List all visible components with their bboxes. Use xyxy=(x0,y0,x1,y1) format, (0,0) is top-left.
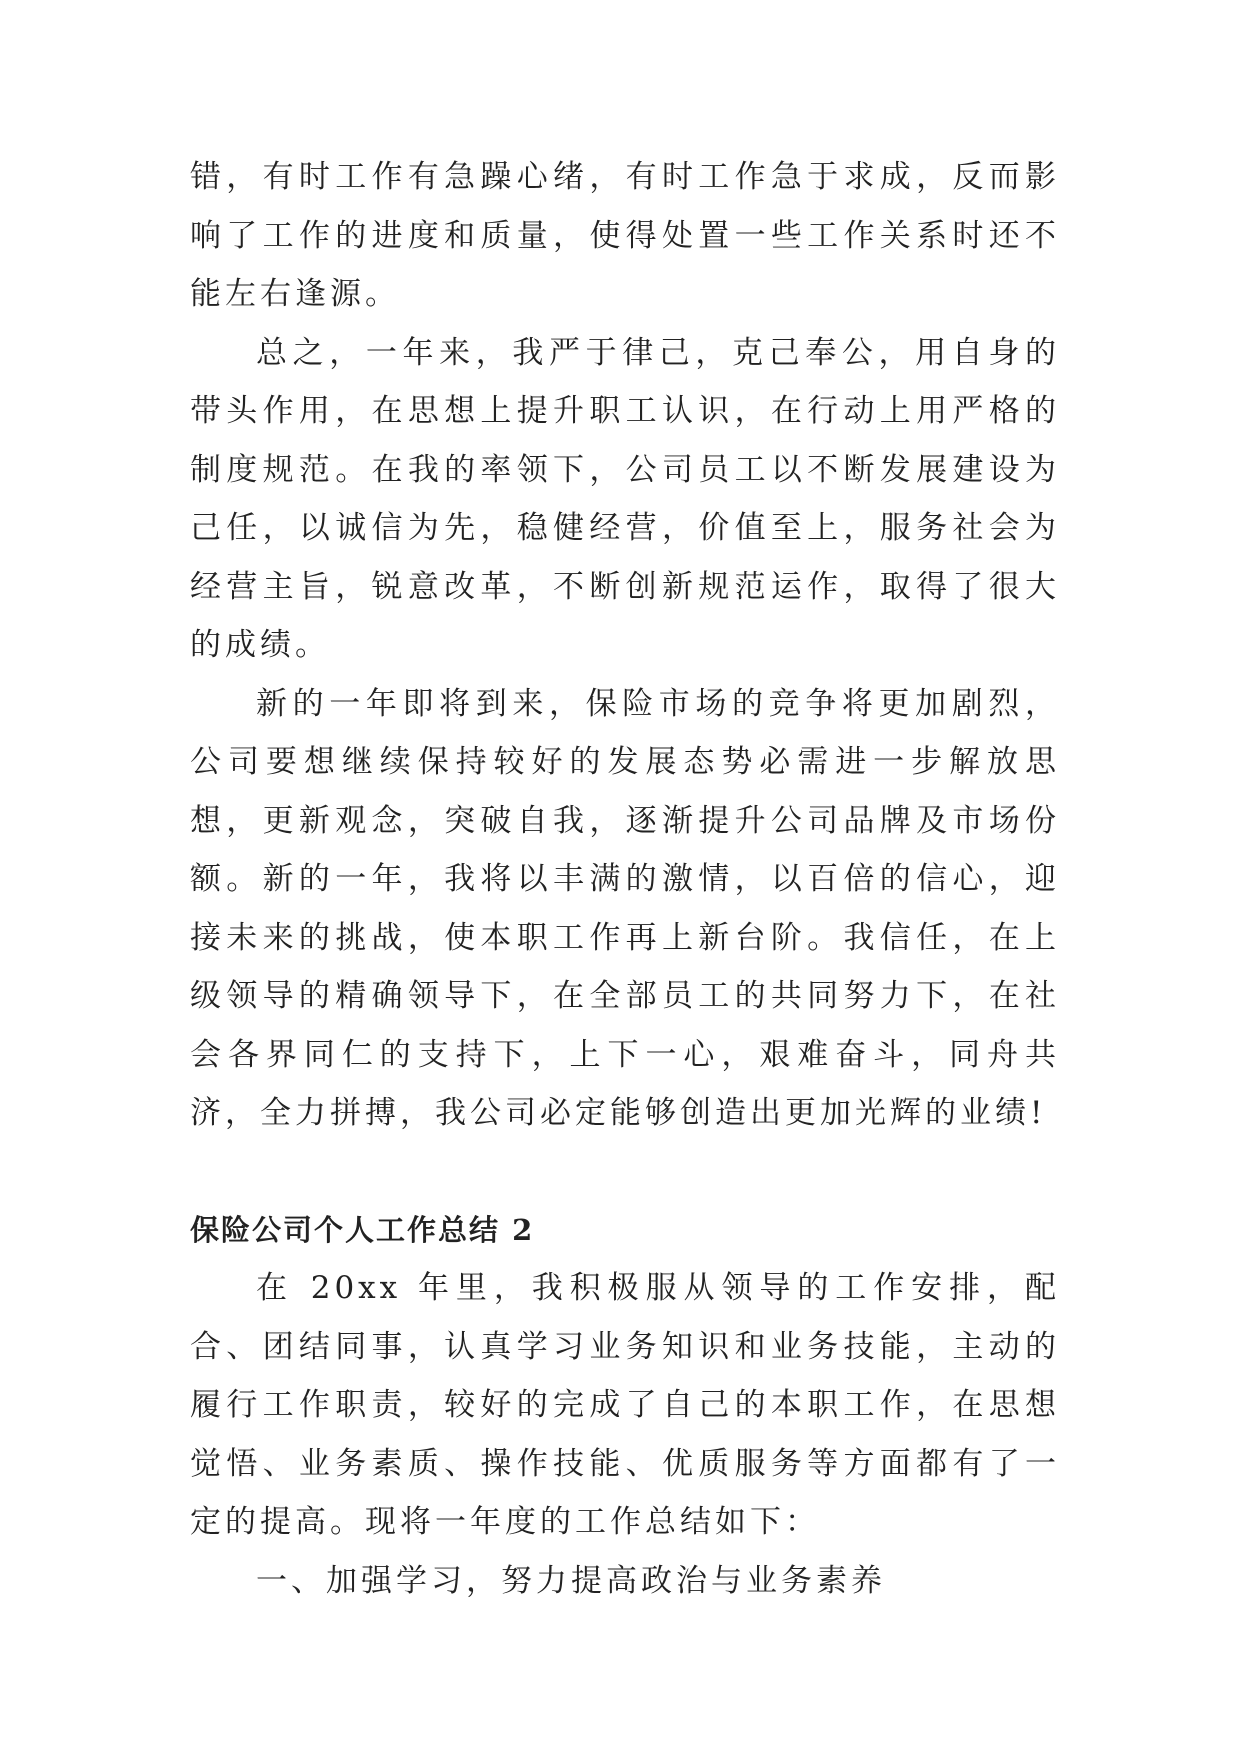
paragraph-subheading: 一、加强学习，努力提高政治与业务素养 xyxy=(256,1562,886,1599)
paragraph-new-year: 新的一年即将到来，保险市场的竞争将更加剧烈，公司要想继续保持较好的发展态势必需进一步解放思想，更新观念，突破自我，逐渐提升公司品牌及市场份额。新的一年，我将以丰满的激情，以百倍的信心，迎接未来的挑战，使本职工作再上新台阶。我信任，在上级领导的精确领导下，在全部员工的共同努力下，在社会各界同仁的支持下，上下一心，艰难奋斗，同舟共济，全力拼搏，我公司必定能够创造出更加光辉的业绩! xyxy=(190,685,1060,1131)
paragraph-intro: 在 20xx 年里，我积极服从领导的工作安排，配合、团结同事，认真学习业务知识和业务技能，主动的履行工作职责，较好的完成了自己的本职工作，在思想觉悟、业务素质、操作技能、优质服务等方面都有了一定的提高。现将一年度的工作总结如下： xyxy=(190,1270,1060,1540)
paragraph-summary: 总之，一年来，我严于律己，克己奉公，用自身的带头作用，在思想上提升职工认识，在行动上用严格的制度规范。在我的率领下，公司员工以不断发展建设为己任，以诚信为先，稳健经营，价值至上，服务社会为经营主旨，锐意改革，不断创新规范运作，取得了很大的成绩。 xyxy=(190,334,1060,663)
document-body xyxy=(190,148,1060,1610)
section-title: 保险公司个人工作总结 2 xyxy=(190,1212,535,1247)
paragraph-continuation: 错，有时工作有急躁心绪，有时工作急于求成，反而影响了工作的进度和质量，使得处置一些工作关系时还不能左右逢源。 xyxy=(190,159,1060,312)
